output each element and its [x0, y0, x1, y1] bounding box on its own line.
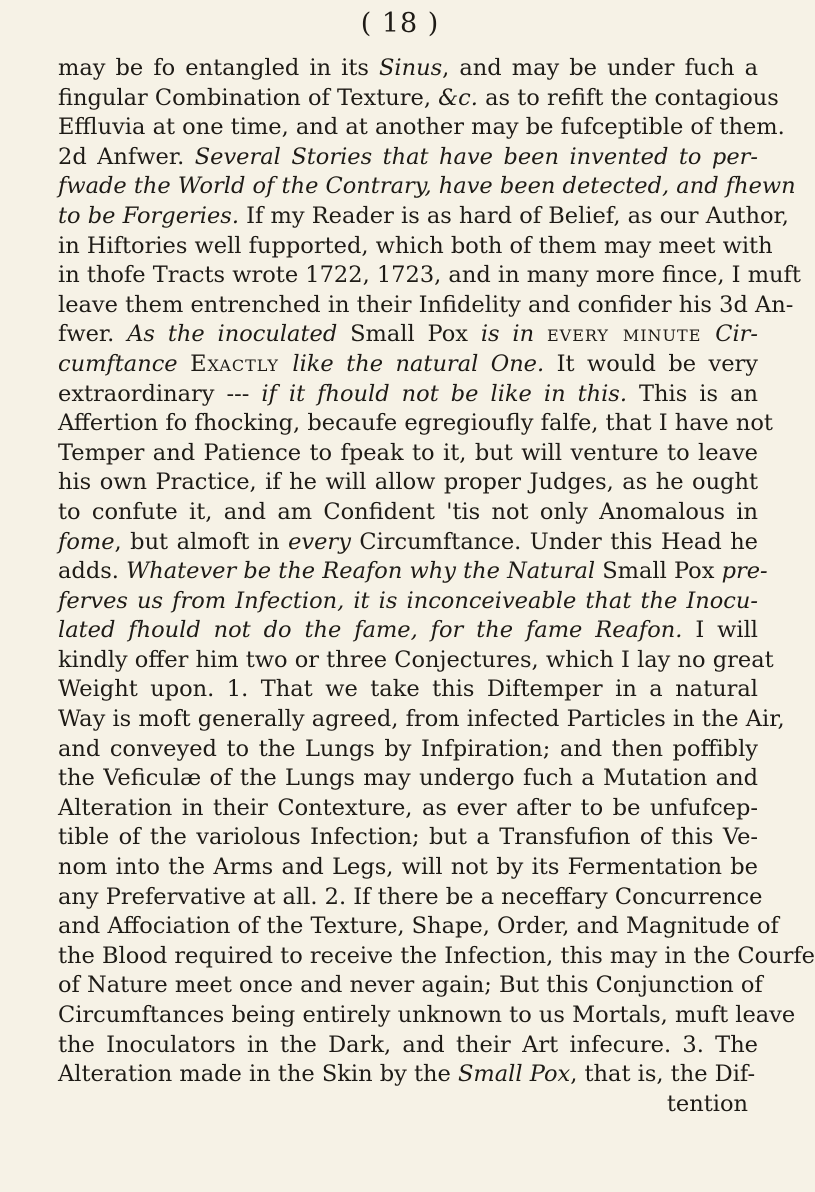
- text-segment: pre-: [721, 558, 768, 585]
- text-line: [58, 705, 785, 735]
- text-segment: kindly offer him two or three Conjectures, which I lay no great: [58, 646, 774, 673]
- text-segment: Small Pox: [337, 321, 481, 348]
- text-segment: and Affociation of the Texture, Shape, Order, and Magnitude of: [58, 913, 779, 940]
- text-line: [58, 823, 758, 853]
- text-segment: ferves us from Infection, it is inconceiveable that the Inocu-: [58, 587, 758, 614]
- text-segment: Sinus: [379, 55, 443, 81]
- text-line: [58, 113, 785, 143]
- text-segment: of Nature meet once and never again; But this Conjunction of: [58, 972, 763, 999]
- text-segment: and conveyed to the Lungs by Infpiration; and then poffibly: [58, 735, 758, 762]
- text-segment: , but almoft in: [114, 528, 289, 555]
- text-segment: the Veficulæ of the Lungs may undergo fuch a Mutation and: [58, 765, 758, 792]
- text-segment: may be fo entangled in its: [58, 55, 380, 81]
- text-line: [58, 291, 794, 321]
- text-segment: adds.: [58, 558, 127, 585]
- text-line: [58, 587, 758, 617]
- text-line: [58, 143, 758, 173]
- text-line: [58, 942, 815, 972]
- text-line: [58, 439, 758, 469]
- text-line: [58, 883, 763, 913]
- text-segment: This is an: [627, 380, 758, 407]
- text-segment: Temper and Patience to fpeak to it, but will venture to leave: [58, 439, 758, 466]
- text-segment: Alteration made in the Skin by the: [58, 1061, 459, 1088]
- text-segment: his own Practice, if he will allow proper Judges, as he ought: [58, 469, 758, 496]
- text-segment: in Hiftories well fupported, which both of them may meet with: [58, 232, 773, 259]
- text-segment: , and may be under fuch a: [442, 55, 758, 81]
- text-line: [58, 528, 758, 558]
- page-number: ( 18 ): [360, 8, 440, 39]
- text-segment: extraordinary ---: [58, 380, 262, 407]
- text-segment: Several Stories that have been invented to per-: [194, 143, 758, 170]
- text-segment: tible of the variolous Infection; but a Transfufion of this Ve-: [58, 824, 758, 851]
- text-segment: Small Pox: [458, 1061, 571, 1088]
- text-line: [58, 320, 758, 350]
- text-segment: Whatever be the Reafon why the Natural: [126, 558, 596, 585]
- text-segment: As the inoculated: [127, 321, 338, 348]
- text-segment: if it fhould not be like in this.: [261, 380, 628, 407]
- text-segment: every minute: [546, 321, 716, 348]
- text-segment: lated fhould not do the fame, for the fame Reafon.: [58, 617, 683, 644]
- text-segment: &c.: [438, 84, 478, 111]
- text-segment: It would be very: [544, 350, 758, 377]
- text-segment: fome: [58, 528, 115, 555]
- text-segment: as to refift the contagious: [477, 84, 779, 111]
- text-line: [58, 764, 758, 794]
- text-segment: fwer.: [58, 321, 128, 348]
- catchword: tention: [666, 1091, 748, 1117]
- text-line: [58, 468, 758, 498]
- text-line: [58, 350, 758, 380]
- text-line: [58, 172, 796, 202]
- text-segment: Weight upon. 1. That we take this Diftemper in a natural: [58, 676, 758, 703]
- text-line: [58, 232, 773, 262]
- text-segment: Affertion fo fhocking, becaufe egregioufly falfe, that I have not: [58, 410, 773, 437]
- text-segment: If my Reader is as hard of Belief, as our Author,: [238, 202, 789, 229]
- text-segment: in thofe Tracts wrote 1722, 1723, and in many more fince, I muft: [58, 262, 801, 289]
- text-segment: , that is, the Dif-: [570, 1061, 756, 1088]
- text-line: [58, 616, 758, 646]
- text-segment: cumftance: [58, 350, 191, 377]
- text-segment: fwade the World of the Contrary, have been detected, and fhewn: [58, 173, 796, 200]
- text-segment: any Prefervative at all. 2. If there be a neceffary Concurrence: [58, 883, 763, 910]
- text-line: [58, 1031, 758, 1061]
- text-segment: fingular Combination of Texture,: [58, 84, 439, 111]
- text-segment: to confute it, and am Confident 'tis not only Anomalous in: [58, 498, 758, 525]
- text-segment: leave them entrenched in their Infidelity and confider his 3d An-: [58, 291, 794, 318]
- text-segment: Alteration in their Contexture, as ever after to be unfufcep-: [58, 794, 758, 821]
- text-line: [58, 1060, 758, 1090]
- text-segment: I will: [682, 617, 758, 644]
- text-body: [58, 54, 815, 1090]
- text-line: [58, 409, 773, 439]
- text-segment: like the natural One.: [292, 350, 545, 377]
- text-line: [58, 853, 758, 883]
- text-line: [58, 1001, 796, 1031]
- text-segment: Circumftances being entirely unknown to us Mortals, muft leave: [58, 1002, 796, 1028]
- text-segment: to be Forgeries.: [58, 202, 239, 229]
- text-line: [58, 54, 758, 84]
- text-segment: the Blood required to receive the Infection, this may in the Courfe: [58, 942, 815, 969]
- text-segment: the Inoculators in the Dark, and their Art infecure. 3. The: [58, 1031, 758, 1058]
- text-segment: Way is moft generally agreed, from infected Particles in the Air,: [58, 706, 785, 733]
- text-line: [58, 735, 758, 765]
- text-line: [58, 557, 768, 587]
- text-line: [58, 675, 758, 705]
- text-segment: Cir-: [715, 321, 759, 348]
- text-line: [58, 261, 801, 291]
- text-segment: every: [288, 528, 351, 555]
- text-line: [58, 912, 779, 942]
- text-line: [58, 646, 774, 676]
- text-line: [58, 794, 758, 824]
- text-segment: Circumftance. Under this Head he: [350, 528, 759, 555]
- text-line: [58, 380, 758, 410]
- text-line: [58, 202, 789, 232]
- text-segment: nom into the Arms and Legs, will not by its Fermentation be: [58, 854, 758, 881]
- text-segment: Small Pox: [595, 558, 722, 585]
- text-segment: Effluvia at one time, and at another may be fufceptible of them.: [58, 114, 785, 141]
- text-line: [58, 84, 779, 114]
- text-segment: is in: [480, 321, 547, 348]
- text-segment: Exactly: [190, 350, 293, 377]
- text-line: [58, 971, 763, 1001]
- text-line: [58, 498, 758, 528]
- text-segment: 2d Anfwer.: [58, 143, 195, 170]
